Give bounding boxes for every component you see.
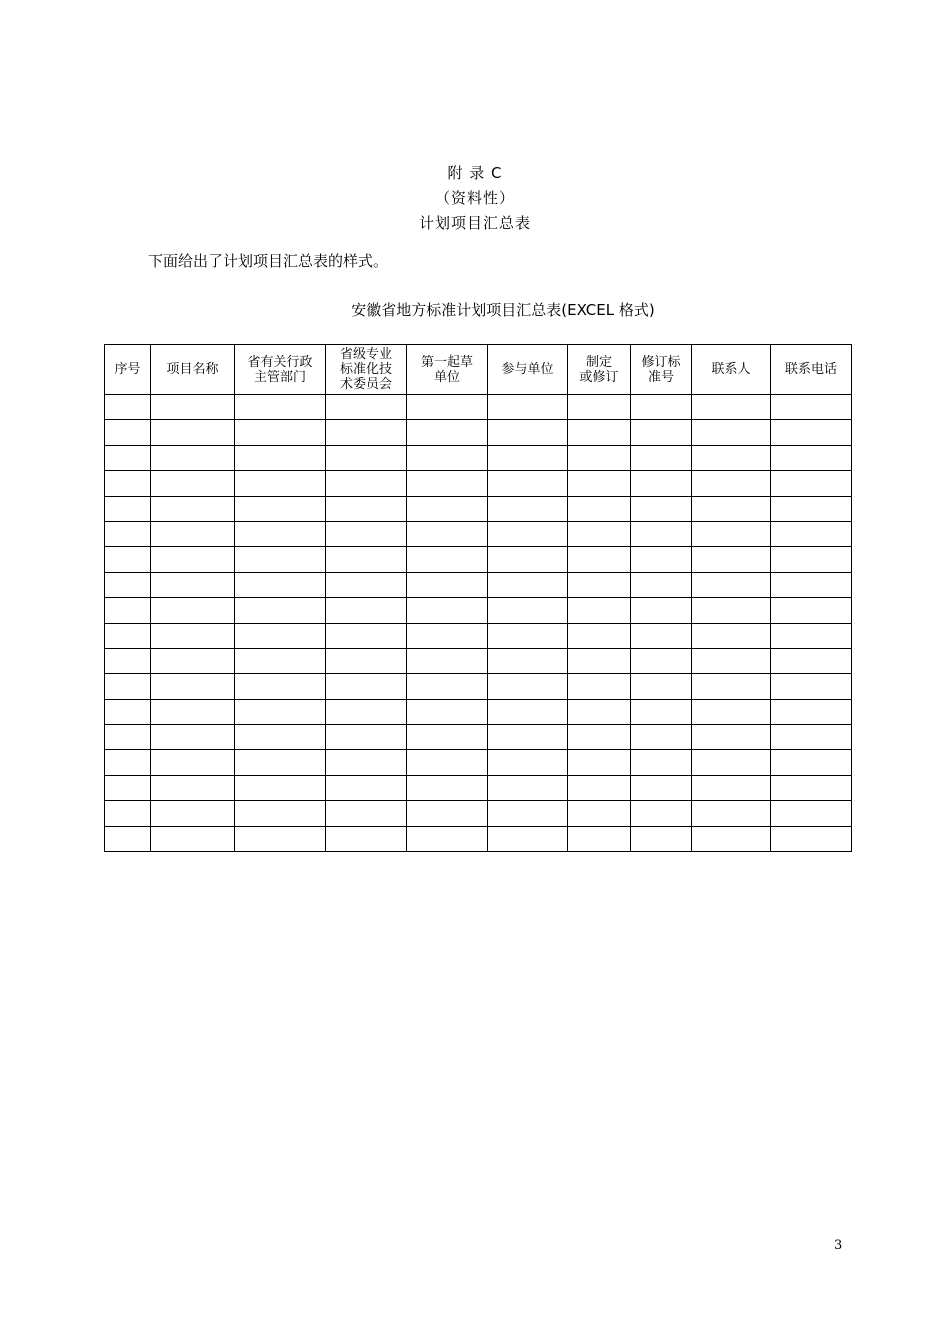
table-cell xyxy=(692,471,771,496)
column-header-line: 第一起草 xyxy=(420,354,473,370)
table-cell xyxy=(631,471,692,496)
table-cell xyxy=(568,521,631,546)
table-cell xyxy=(105,572,151,597)
table-cell xyxy=(105,674,151,699)
table-cell xyxy=(407,496,488,521)
table-cell xyxy=(568,572,631,597)
table-cell xyxy=(568,496,631,521)
table-cell xyxy=(235,725,326,750)
table-row xyxy=(105,725,852,750)
appendix-label: 附 录 C xyxy=(447,164,503,182)
table-cell xyxy=(105,801,151,826)
table-cell xyxy=(326,725,407,750)
table-cell xyxy=(151,496,235,521)
table-cell xyxy=(151,598,235,623)
appendix-title: 计划项目汇总表 xyxy=(418,214,531,232)
table-row xyxy=(105,395,852,420)
column-header-line: 制定 xyxy=(585,354,612,370)
table-cell xyxy=(235,699,326,724)
table-cell xyxy=(631,725,692,750)
table-cell xyxy=(631,623,692,648)
table-cell xyxy=(771,775,852,800)
table-cell xyxy=(407,445,488,470)
table-cell xyxy=(407,395,488,420)
table-cell xyxy=(692,826,771,851)
table-cell xyxy=(771,674,852,699)
table-cell xyxy=(235,674,326,699)
table-cell xyxy=(407,725,488,750)
table-cell xyxy=(407,674,488,699)
table-cell xyxy=(771,471,852,496)
table-cell xyxy=(692,623,771,648)
table-cell xyxy=(488,725,568,750)
table-cell xyxy=(692,725,771,750)
column-header-line: 联系电话 xyxy=(784,362,837,377)
table-cell xyxy=(151,725,235,750)
table-cell xyxy=(235,572,326,597)
table-cell xyxy=(568,471,631,496)
table-cell xyxy=(771,725,852,750)
table-cell xyxy=(631,496,692,521)
table-cell xyxy=(151,420,235,445)
table-title: 安徽省地方标准计划项目汇总表(EXCEL 格式) xyxy=(351,301,655,319)
table-cell xyxy=(692,775,771,800)
column-header xyxy=(105,345,151,395)
table-cell xyxy=(407,699,488,724)
column-header-line: 或修订 xyxy=(579,369,619,385)
table-cell xyxy=(488,648,568,673)
table-cell xyxy=(771,496,852,521)
table-cell xyxy=(326,775,407,800)
table-cell xyxy=(326,826,407,851)
table-cell xyxy=(488,420,568,445)
table-cell xyxy=(692,801,771,826)
table-row xyxy=(105,775,852,800)
table-cell xyxy=(771,648,852,673)
table-cell xyxy=(771,547,852,572)
table-cell xyxy=(326,801,407,826)
table-row xyxy=(105,750,852,775)
table-cell xyxy=(151,674,235,699)
table-header-row xyxy=(105,345,852,395)
table-cell xyxy=(105,445,151,470)
table-cell xyxy=(568,445,631,470)
table-cell xyxy=(105,420,151,445)
table-cell xyxy=(151,623,235,648)
table-cell xyxy=(407,826,488,851)
table-cell xyxy=(105,775,151,800)
table-cell xyxy=(568,801,631,826)
table-cell xyxy=(407,572,488,597)
table-cell xyxy=(151,775,235,800)
table-cell xyxy=(326,471,407,496)
table-row xyxy=(105,801,852,826)
table-cell xyxy=(151,801,235,826)
table-cell xyxy=(692,750,771,775)
table-cell xyxy=(692,648,771,673)
table-cell xyxy=(631,699,692,724)
table-row xyxy=(105,648,852,673)
table-cell xyxy=(151,445,235,470)
table-cell xyxy=(105,471,151,496)
table-cell xyxy=(407,775,488,800)
table-cell xyxy=(488,826,568,851)
table-cell xyxy=(771,750,852,775)
table-cell xyxy=(326,496,407,521)
table-cell xyxy=(235,445,326,470)
table-cell xyxy=(568,623,631,648)
table-cell xyxy=(568,699,631,724)
table-cell xyxy=(631,750,692,775)
table-row xyxy=(105,420,852,445)
column-header xyxy=(631,345,692,395)
table-cell xyxy=(105,598,151,623)
table-cell xyxy=(151,826,235,851)
table-cell xyxy=(326,521,407,546)
table-cell xyxy=(105,826,151,851)
table-cell xyxy=(568,674,631,699)
summary-table xyxy=(104,344,852,852)
table-cell xyxy=(568,547,631,572)
column-header-line: 术委员会 xyxy=(339,377,392,392)
column-header-line: 联系人 xyxy=(711,362,751,377)
table-cell xyxy=(488,750,568,775)
table-cell xyxy=(692,395,771,420)
table-cell xyxy=(568,648,631,673)
table-cell xyxy=(771,572,852,597)
table-cell xyxy=(488,801,568,826)
table-cell xyxy=(692,445,771,470)
table-row xyxy=(105,496,852,521)
table-cell xyxy=(326,623,407,648)
table-cell xyxy=(771,623,852,648)
table-cell xyxy=(568,598,631,623)
table-cell xyxy=(326,699,407,724)
column-header-line: 准号 xyxy=(647,369,674,385)
table-cell xyxy=(771,801,852,826)
table-cell xyxy=(631,572,692,597)
table-row xyxy=(105,623,852,648)
table-cell xyxy=(568,775,631,800)
table-row xyxy=(105,445,852,470)
table-cell xyxy=(235,648,326,673)
table-cell xyxy=(151,471,235,496)
table-cell xyxy=(151,521,235,546)
table-cell xyxy=(105,395,151,420)
table-cell xyxy=(692,572,771,597)
column-header xyxy=(407,345,488,395)
table-cell xyxy=(326,750,407,775)
table-cell xyxy=(407,471,488,496)
table-cell xyxy=(692,598,771,623)
table-cell xyxy=(326,420,407,445)
table-cell xyxy=(407,598,488,623)
page-number: 3 xyxy=(834,1238,843,1253)
table-cell xyxy=(105,699,151,724)
table-cell xyxy=(235,750,326,775)
table-cell xyxy=(326,572,407,597)
intro-paragraph: 下面给出了计划项目汇总表的样式。 xyxy=(148,252,389,270)
table-cell xyxy=(105,496,151,521)
table-cell xyxy=(631,826,692,851)
table-row xyxy=(105,674,852,699)
table-cell xyxy=(235,547,326,572)
table-cell xyxy=(326,547,407,572)
column-header xyxy=(692,345,771,395)
table-cell xyxy=(326,445,407,470)
table-row xyxy=(105,826,852,851)
table-cell xyxy=(407,750,488,775)
table-cell xyxy=(771,826,852,851)
table-cell xyxy=(631,775,692,800)
column-header xyxy=(771,345,852,395)
table-cell xyxy=(407,547,488,572)
table-cell xyxy=(631,395,692,420)
table-cell xyxy=(488,623,568,648)
column-header xyxy=(568,345,631,395)
table-cell xyxy=(105,547,151,572)
table-cell xyxy=(235,496,326,521)
table-row xyxy=(105,547,852,572)
table-cell xyxy=(631,445,692,470)
table-row xyxy=(105,572,852,597)
table-cell xyxy=(631,801,692,826)
table-cell xyxy=(151,750,235,775)
table-cell xyxy=(488,496,568,521)
table-cell xyxy=(326,598,407,623)
appendix-nature: （资料性） xyxy=(434,189,515,207)
table-cell xyxy=(105,623,151,648)
table-cell xyxy=(488,445,568,470)
table-cell xyxy=(692,420,771,445)
column-header-line: 主管部门 xyxy=(253,369,306,385)
table-cell xyxy=(105,648,151,673)
table-cell xyxy=(488,598,568,623)
column-header-line: 单位 xyxy=(433,369,460,385)
table-cell xyxy=(235,598,326,623)
table-cell xyxy=(235,826,326,851)
table-cell xyxy=(407,801,488,826)
table-cell xyxy=(151,547,235,572)
table-cell xyxy=(235,623,326,648)
table-cell xyxy=(151,395,235,420)
column-header-line: 省级专业 xyxy=(339,347,392,362)
table-cell xyxy=(235,801,326,826)
table-cell xyxy=(105,725,151,750)
table-cell xyxy=(568,826,631,851)
table-cell xyxy=(631,547,692,572)
table-row xyxy=(105,699,852,724)
column-header-line: 标准化技 xyxy=(339,362,392,377)
table-cell xyxy=(151,572,235,597)
table-cell xyxy=(631,674,692,699)
table-cell xyxy=(235,521,326,546)
table-cell xyxy=(105,750,151,775)
column-header-line: 序号 xyxy=(114,362,141,377)
table-cell xyxy=(488,471,568,496)
table-cell xyxy=(407,648,488,673)
table-cell xyxy=(326,674,407,699)
table-cell xyxy=(326,395,407,420)
table-cell xyxy=(692,496,771,521)
table-cell xyxy=(568,395,631,420)
table-cell xyxy=(326,648,407,673)
table-cell xyxy=(771,699,852,724)
table-cell xyxy=(771,420,852,445)
table-cell xyxy=(692,699,771,724)
table-cell xyxy=(488,395,568,420)
table-cell xyxy=(488,572,568,597)
table-cell xyxy=(407,420,488,445)
table-cell xyxy=(407,623,488,648)
table-cell xyxy=(631,420,692,445)
table-row xyxy=(105,471,852,496)
table-cell xyxy=(771,521,852,546)
table-cell xyxy=(568,420,631,445)
table-cell xyxy=(568,750,631,775)
table-cell xyxy=(151,699,235,724)
column-header xyxy=(235,345,326,395)
table-cell xyxy=(488,775,568,800)
table-row xyxy=(105,521,852,546)
table-row xyxy=(105,598,852,623)
table-cell xyxy=(151,648,235,673)
table-cell xyxy=(488,521,568,546)
column-header-line: 省有关行政 xyxy=(247,354,313,370)
column-header-line: 项目名称 xyxy=(166,362,219,377)
table-cell xyxy=(631,648,692,673)
table-cell xyxy=(235,775,326,800)
column-header xyxy=(326,345,407,395)
column-header-line: 参与单位 xyxy=(501,362,554,377)
table-cell xyxy=(631,598,692,623)
table-cell xyxy=(407,521,488,546)
table-cell xyxy=(235,420,326,445)
table-cell xyxy=(105,521,151,546)
table-cell xyxy=(771,445,852,470)
column-header-line: 修订标 xyxy=(641,354,681,370)
table-cell xyxy=(488,674,568,699)
table-cell xyxy=(692,674,771,699)
table-cell xyxy=(235,395,326,420)
table-cell xyxy=(488,547,568,572)
table-cell xyxy=(771,598,852,623)
table-cell xyxy=(631,521,692,546)
table-cell xyxy=(568,725,631,750)
column-header xyxy=(151,345,235,395)
table-cell xyxy=(692,521,771,546)
table-cell xyxy=(235,471,326,496)
table-cell xyxy=(692,547,771,572)
table-cell xyxy=(771,395,852,420)
table-cell xyxy=(488,699,568,724)
column-header xyxy=(488,345,568,395)
